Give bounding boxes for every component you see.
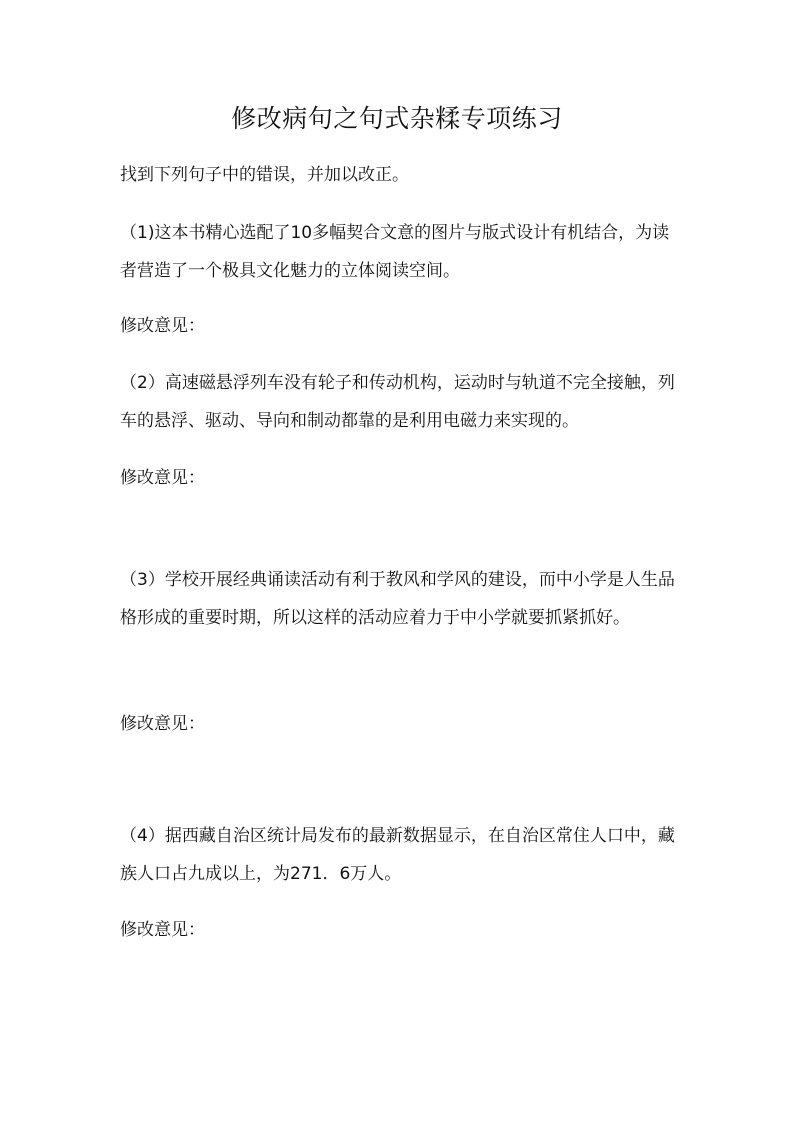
question-1-text: （1)这本书精心选配了10多幅契合文意的图片与版式设计有机结合，为读者营造了一个极具文化魅力的立体阅读空间。 (120, 223, 670, 281)
question-2-answer-label: 修改意见： (120, 468, 205, 488)
instruction-text: 找到下列句子中的错误，并加以改正。 (120, 165, 409, 185)
question-3-text: （3）学校开展经典诵读活动有利于教风和学风的建设，而中小学是人生品格形成的重要时期，所以这样的活动应着力于中小学就要抓紧抓好。 (120, 570, 675, 628)
question-4-text: （4）据西藏自治区统计局发布的最新数据显示，在自治区常住人口中，藏族人口占九成以上，为271．6万人。 (120, 826, 675, 884)
question-1-answer-label: 修改意见： (120, 316, 205, 336)
question-4-answer-label: 修改意见： (120, 920, 205, 940)
question-3-answer-label: 修改意见： (120, 714, 205, 734)
document-title: 修改病句之句式杂糅专项练习 (231, 104, 563, 133)
question-2-text: （2）高速磁悬浮列车没有轮子和传动机构，运动时与轨道不完全接触，列车的悬浮、驱动、导向和制动都靠的是利用电磁力来实现的。 (120, 373, 675, 431)
